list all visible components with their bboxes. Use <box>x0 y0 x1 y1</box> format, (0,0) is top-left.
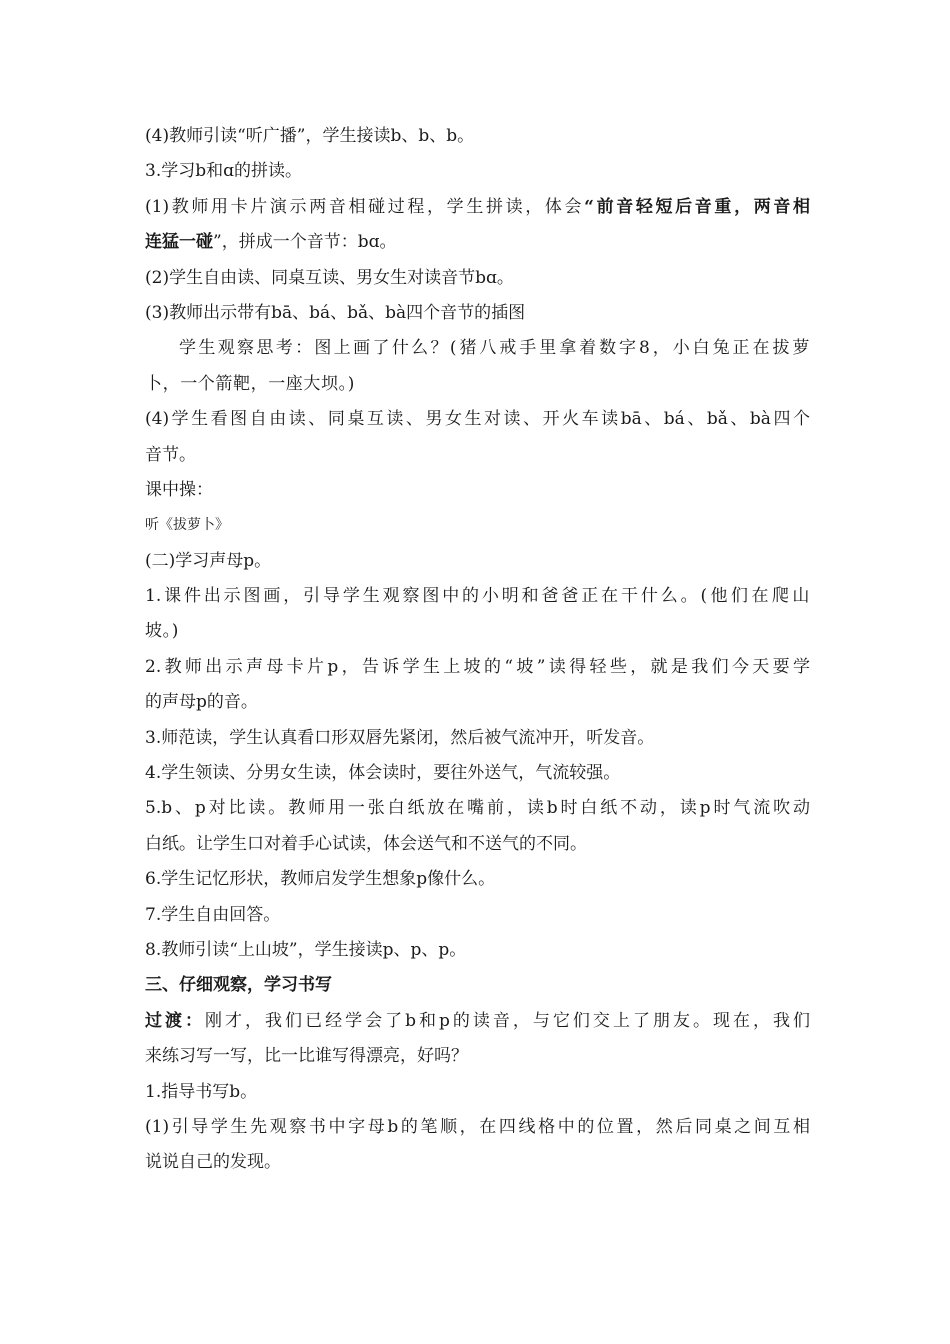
section-heading: (二)学习声母p。 <box>145 550 272 571</box>
section-heading: 三、仔细观察，学习书写 <box>145 975 332 996</box>
text-line: 4.学生领读、分男女生读，体会读时，要往外送气，气流较强。 <box>145 763 621 784</box>
text-line: 2.教师出示声母卡片p，告诉学生上坡的“坡”读得轻些，就是我们今天要学 <box>145 656 810 677</box>
text-span: 刚才，我们已经学会了b和p的读音，与它们交上了朋友。现在，我们 <box>205 1010 811 1031</box>
text-line: 的声母p的音。 <box>145 692 258 713</box>
text-line <box>145 331 810 366</box>
text-line: 5.b、p对比读。教师用一张白纸放在嘴前，读b时白纸不动，读p时气流吹动 <box>145 798 810 819</box>
text-line: (1)引导学生先观察书中字母b的笔顺，在四线格中的位置，然后同桌之间互相 <box>145 1116 810 1137</box>
text-line: (3)教师出示带有bā、bá、bǎ、bà四个音节的插图 <box>145 302 526 323</box>
document-body <box>145 119 810 1181</box>
bold-text: “前音轻短后音重，两音相 <box>584 196 810 217</box>
text-line: 音节。 <box>145 444 196 465</box>
text-line: 1.指导书写b。 <box>145 1081 258 1102</box>
bold-text: 连猛一碰 <box>145 232 213 253</box>
answer-text: (猪八戒手里拿着数字8，小白兔正在拔萝 <box>449 338 810 359</box>
text-line: (2)学生自由读、同桌互读、男女生对读音节bɑ。 <box>145 267 514 288</box>
text-line <box>145 1004 810 1039</box>
answer-text: 坡。) <box>145 621 179 642</box>
answer-text: 卜，一个箭靶，一座大坝。) <box>145 373 355 394</box>
answer-text: (他们在爬山 <box>700 586 811 607</box>
text-line: (4)学生看图自由读、同桌互读、男女生对读、开火车读bā、bá、bǎ、bà四个 <box>145 409 810 430</box>
text-span: ”，拼成一个音节：bɑ。 <box>213 232 397 253</box>
text-span: 学生观察思考：图上画了什么？ <box>179 338 450 359</box>
text-line: 7.学生自由回答。 <box>145 904 281 925</box>
text-line: 3.师范读，学生认真看口形双唇先紧闭，然后被气流冲开，听发音。 <box>145 727 655 748</box>
text-line: 6.学生记忆形状，教师启发学生想象p像什么。 <box>145 869 496 890</box>
text-line: 听《拔萝卜》 <box>145 517 229 534</box>
text-line: 来练习写一写，比一比谁写得漂亮，好吗？ <box>145 1046 468 1067</box>
text-line <box>145 579 810 614</box>
text-span: 1.课件出示图画，引导学生观察图中的小明和爸爸正在干什么。 <box>145 586 701 607</box>
text-line <box>145 190 810 225</box>
bold-text: 过渡： <box>145 1010 206 1031</box>
text-line: (4)教师引读“听广播”，学生接读b、b、b。 <box>145 126 475 146</box>
text-line: 3.学习b和ɑ的拼读。 <box>145 161 302 182</box>
text-line: 课中操： <box>145 479 213 500</box>
text-line: 8.教师引读“上山坡”，学生接读p、p、p。 <box>145 939 467 960</box>
text-span: (1)教师用卡片演示两音相碰过程，学生拼读，体会 <box>145 196 585 217</box>
text-line: 白纸。让学生口对着手心试读，体会送气和不送气的不同。 <box>145 833 587 854</box>
text-line <box>145 225 810 260</box>
text-line: 说说自己的发现。 <box>145 1152 281 1173</box>
